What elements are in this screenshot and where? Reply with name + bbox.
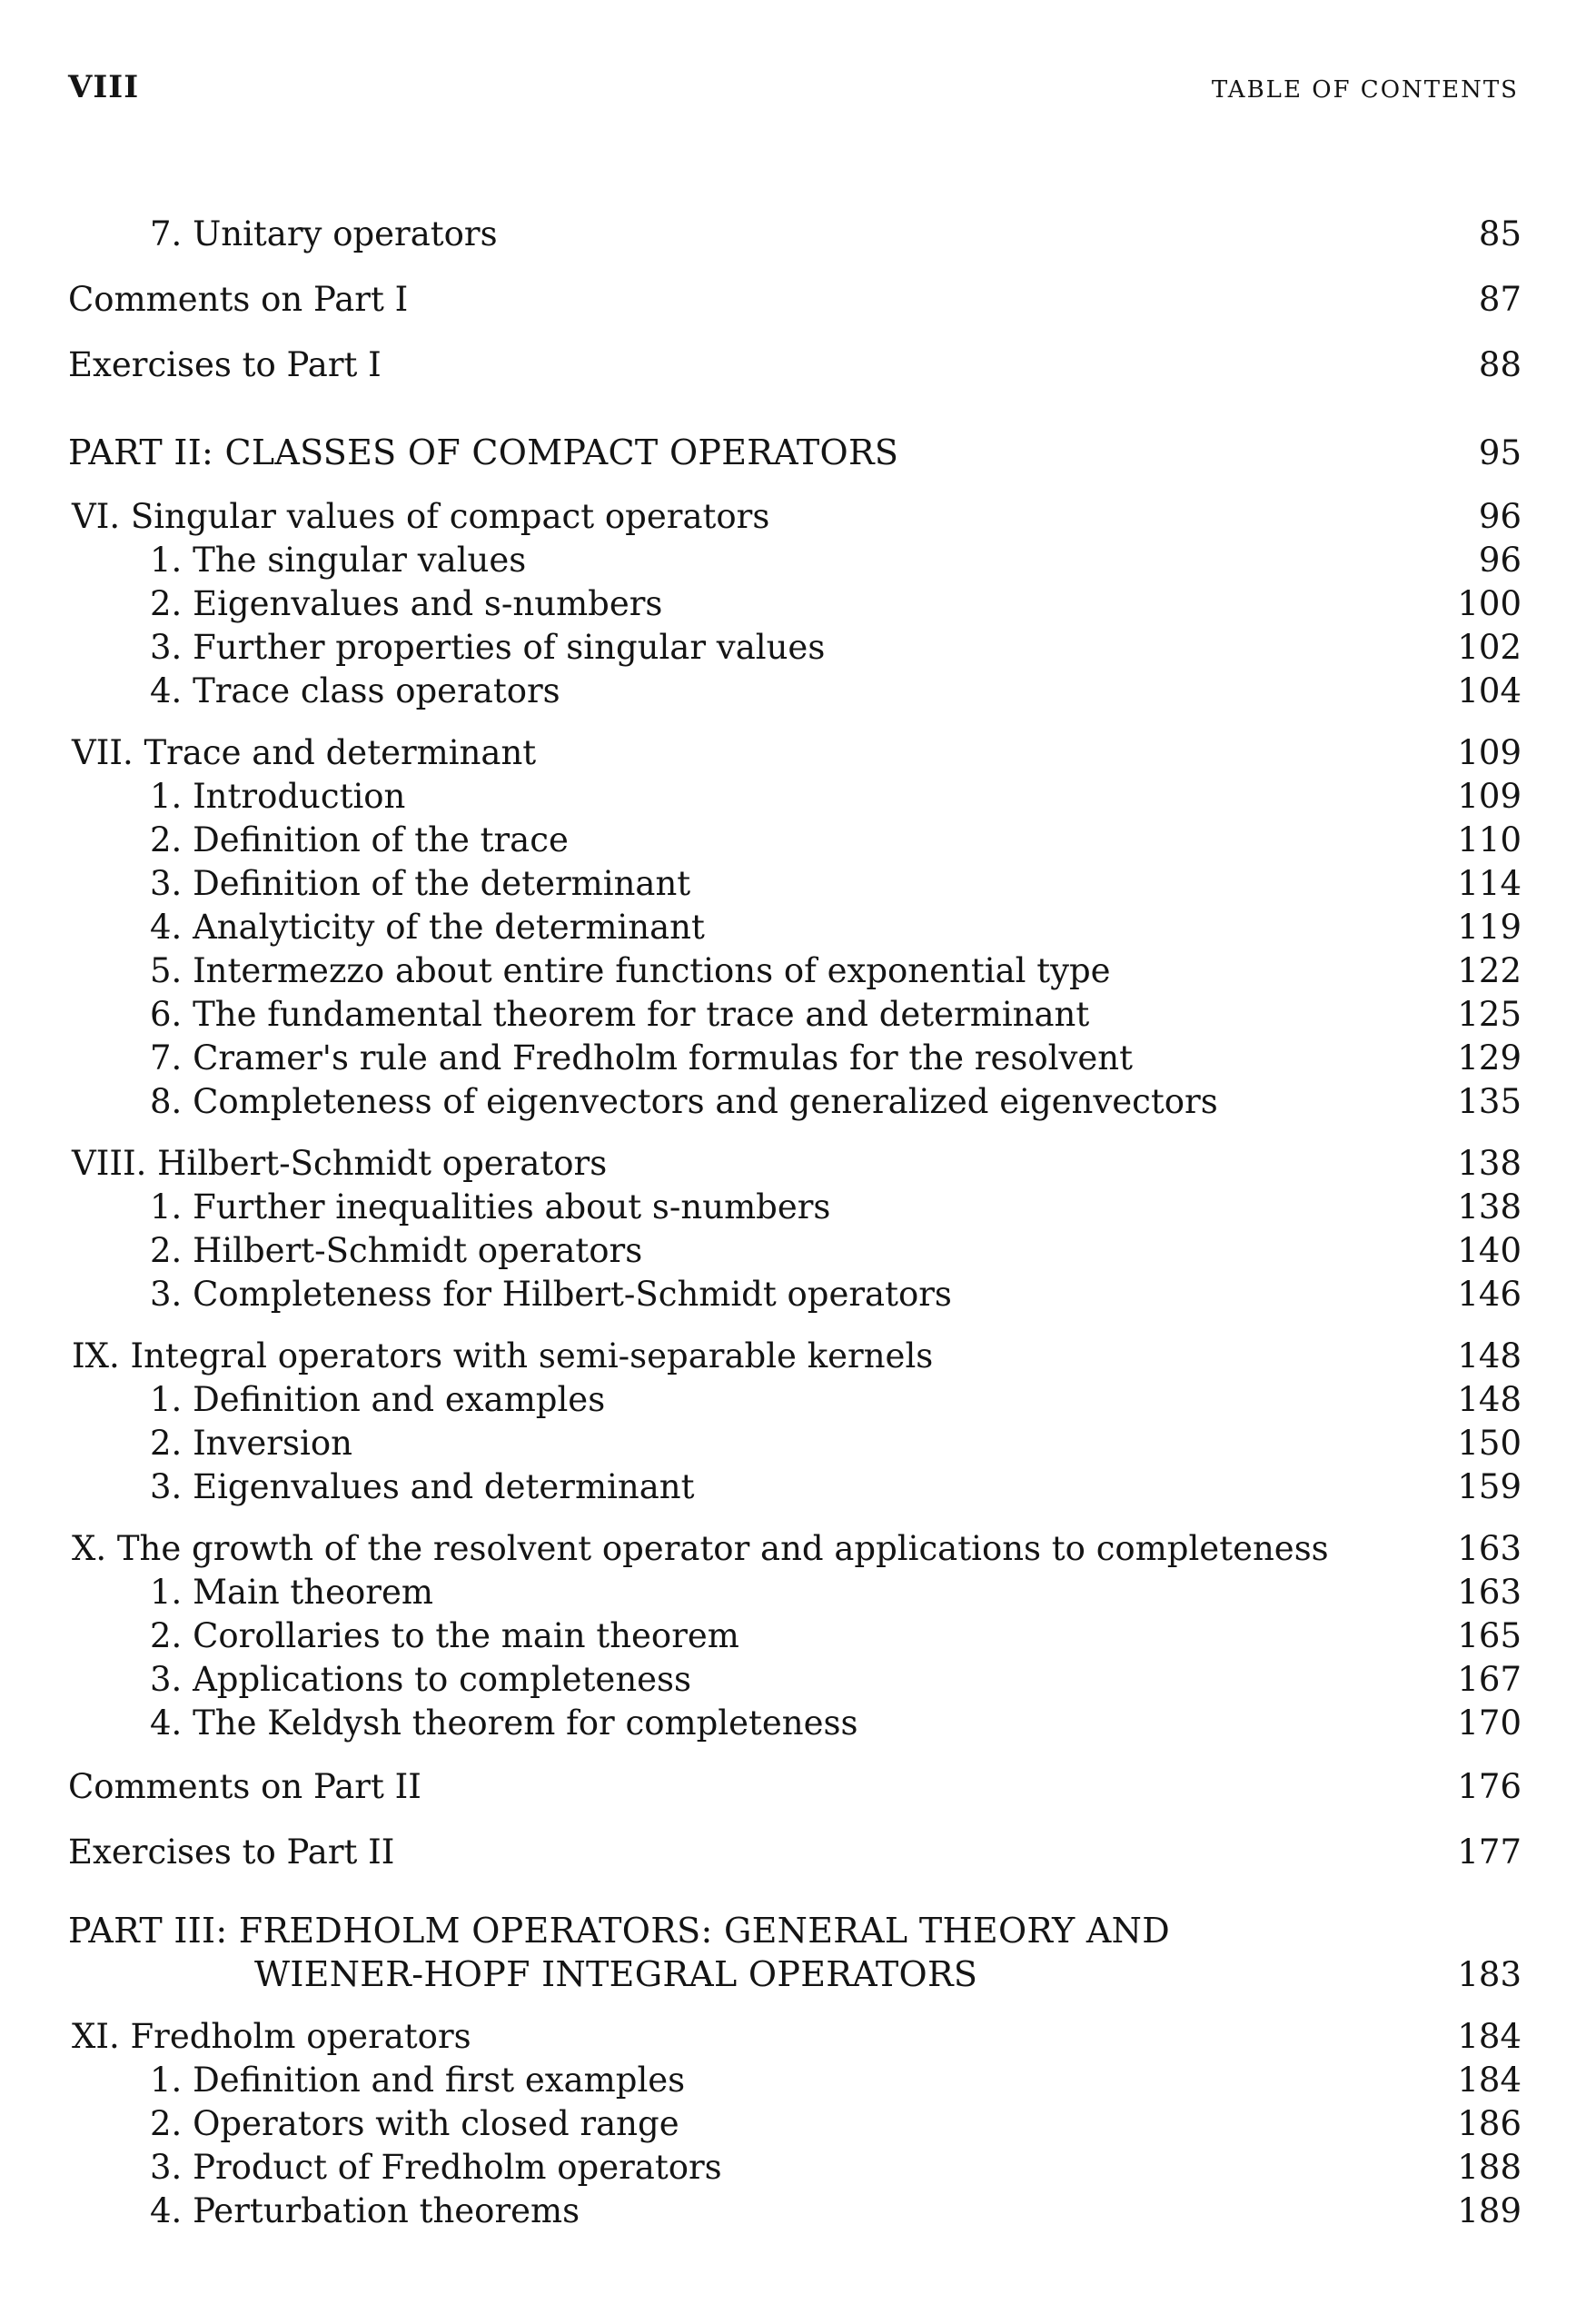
section-entry bbox=[68, 819, 1522, 862]
chapter-title: IX. Integral operators with semi-separable kernels bbox=[72, 1336, 934, 1376]
section-entry bbox=[68, 2059, 1522, 2102]
section-page: 129 bbox=[1457, 1038, 1522, 1078]
section-page: 122 bbox=[1457, 951, 1522, 990]
chapter-page: 163 bbox=[1457, 1529, 1522, 1568]
part-title-line1: PART III: FREDHOLM OPERATORS: GENERAL THEORY AND bbox=[68, 1911, 1170, 1951]
section-page: 125 bbox=[1457, 995, 1522, 1034]
toc-entry bbox=[68, 1829, 1522, 1876]
section-entry bbox=[68, 862, 1522, 906]
toc-entry-page: 177 bbox=[1457, 1832, 1522, 1872]
section-title: 8. Completeness of eigenvectors and generalized eigenvectors bbox=[150, 1082, 1218, 1121]
toc-entry bbox=[68, 276, 1522, 323]
section-title: 3. Further properties of singular values bbox=[150, 628, 826, 667]
section-page: 138 bbox=[1457, 1187, 1522, 1227]
section-entry bbox=[68, 626, 1522, 670]
section-title: 4. Trace class operators bbox=[150, 671, 560, 710]
section-title: 2. Definition of the trace bbox=[150, 820, 569, 859]
chapter-title: XI. Fredholm operators bbox=[72, 2017, 471, 2056]
section-page: 170 bbox=[1457, 1703, 1522, 1743]
section-title: 3. Definition of the determinant bbox=[150, 864, 691, 903]
chapter-page: 184 bbox=[1457, 2017, 1522, 2056]
toc-entry bbox=[68, 342, 1522, 389]
part-heading bbox=[68, 1909, 1522, 1997]
section-title: 2. Hilbert-Schmidt operators bbox=[150, 1231, 643, 1270]
section-page: 119 bbox=[1457, 908, 1522, 947]
section-page: 110 bbox=[1457, 820, 1522, 859]
section-entry bbox=[68, 1273, 1522, 1316]
chapter-title: VIII. Hilbert-Schmidt operators bbox=[72, 1144, 608, 1183]
part-page: 95 bbox=[1478, 433, 1522, 472]
chapter-entry bbox=[68, 1335, 1522, 1378]
section-entry bbox=[68, 1037, 1522, 1080]
toc-entry-title: 7. Unitary operators bbox=[150, 214, 498, 253]
section-entry bbox=[68, 1571, 1522, 1614]
section-title: 4. Analyticity of the determinant bbox=[150, 908, 705, 947]
section-page: 167 bbox=[1457, 1660, 1522, 1699]
toc-entry-title: Exercises to Part II bbox=[68, 1832, 395, 1872]
section-page: 114 bbox=[1457, 864, 1522, 903]
section-title: 2. Eigenvalues and s-numbers bbox=[150, 584, 663, 623]
section-page: 146 bbox=[1457, 1275, 1522, 1314]
toc-entry bbox=[68, 1763, 1522, 1811]
page-number: VIII bbox=[68, 69, 140, 105]
running-title: TABLE OF CONTENTS bbox=[1211, 76, 1519, 104]
section-entry bbox=[68, 1229, 1522, 1273]
section-entry bbox=[68, 2190, 1522, 2233]
section-title: 1. The singular values bbox=[150, 541, 527, 580]
section-title: 1. Definition and examples bbox=[150, 1380, 606, 1419]
toc-entry-title: Comments on Part II bbox=[68, 1767, 421, 1806]
chapter-title: X. The growth of the resolvent operator and applications to completeness bbox=[72, 1529, 1329, 1568]
toc-entry-page: 87 bbox=[1478, 280, 1522, 319]
section-page: 165 bbox=[1457, 1616, 1522, 1655]
section-entry bbox=[68, 949, 1522, 993]
toc-entry-page: 88 bbox=[1478, 345, 1522, 384]
section-entry bbox=[68, 1186, 1522, 1229]
section-title: 3. Product of Fredholm operators bbox=[150, 2148, 722, 2187]
chapter-entry bbox=[68, 495, 1522, 539]
section-entry bbox=[68, 582, 1522, 626]
section-entry bbox=[68, 1465, 1522, 1509]
section-title: 5. Intermezzo about entire functions of exponential type bbox=[150, 951, 1111, 990]
section-entry bbox=[68, 670, 1522, 713]
section-entry bbox=[68, 2146, 1522, 2190]
chapter-entry bbox=[68, 1142, 1522, 1186]
section-entry bbox=[68, 775, 1522, 819]
section-page: 163 bbox=[1457, 1573, 1522, 1612]
section-entry bbox=[68, 1658, 1522, 1702]
section-title: 1. Introduction bbox=[150, 777, 406, 816]
section-page: 109 bbox=[1457, 777, 1522, 816]
section-page: 100 bbox=[1457, 584, 1522, 623]
section-page: 102 bbox=[1457, 628, 1522, 667]
section-entry bbox=[68, 2102, 1522, 2146]
toc-entry bbox=[68, 211, 1522, 258]
section-page: 184 bbox=[1457, 2061, 1522, 2100]
part-title-line2: WIENER-HOPF INTEGRAL OPERATORS bbox=[254, 1954, 978, 1994]
chapter-page: 148 bbox=[1457, 1336, 1522, 1376]
section-page: 189 bbox=[1457, 2191, 1522, 2230]
section-title: 3. Eigenvalues and determinant bbox=[150, 1467, 695, 1506]
table-of-contents bbox=[68, 211, 1522, 2233]
section-entry bbox=[68, 1080, 1522, 1124]
section-entry bbox=[68, 1614, 1522, 1658]
chapter-title: VI. Singular values of compact operators bbox=[72, 497, 770, 536]
section-title: 2. Operators with closed range bbox=[150, 2104, 679, 2143]
section-title: 1. Definition and first examples bbox=[150, 2061, 686, 2100]
section-page: 135 bbox=[1457, 1082, 1522, 1121]
toc-entry-title: Comments on Part I bbox=[68, 280, 409, 319]
chapter-title: VII. Trace and determinant bbox=[72, 733, 537, 772]
section-page: 104 bbox=[1457, 671, 1522, 710]
section-title: 2. Corollaries to the main theorem bbox=[150, 1616, 739, 1655]
chapter-entry bbox=[68, 2015, 1522, 2059]
toc-entry-page: 176 bbox=[1457, 1767, 1522, 1806]
chapter-entry bbox=[68, 731, 1522, 775]
part-title: PART II: CLASSES OF COMPACT OPERATORS bbox=[68, 432, 899, 472]
section-title: 7. Cramer's rule and Fredholm formulas for the resolvent bbox=[150, 1038, 1133, 1078]
section-title: 1. Further inequalities about s-numbers bbox=[150, 1187, 831, 1227]
section-title: 2. Inversion bbox=[150, 1424, 352, 1463]
chapter-entry bbox=[68, 1527, 1522, 1571]
section-entry bbox=[68, 993, 1522, 1037]
section-entry bbox=[68, 1702, 1522, 1745]
section-page: 140 bbox=[1457, 1231, 1522, 1270]
section-title: 1. Main theorem bbox=[150, 1573, 433, 1612]
section-title: 4. The Keldysh theorem for completeness bbox=[150, 1703, 858, 1743]
chapter-page: 138 bbox=[1457, 1144, 1522, 1183]
toc-entry-title: Exercises to Part I bbox=[68, 345, 382, 384]
chapter-page: 96 bbox=[1478, 497, 1522, 536]
part-page: 183 bbox=[1457, 1955, 1522, 1994]
section-title: 3. Completeness for Hilbert-Schmidt operators bbox=[150, 1275, 952, 1314]
section-entry bbox=[68, 906, 1522, 949]
section-page: 159 bbox=[1457, 1467, 1522, 1506]
section-title: 3. Applications to completeness bbox=[150, 1660, 692, 1699]
section-entry bbox=[68, 1378, 1522, 1422]
section-page: 148 bbox=[1457, 1380, 1522, 1419]
toc-entry-page: 85 bbox=[1478, 214, 1522, 253]
section-entry bbox=[68, 539, 1522, 582]
part-heading bbox=[68, 429, 1522, 477]
section-title: 4. Perturbation theorems bbox=[150, 2191, 580, 2230]
section-title: 6. The fundamental theorem for trace and determinant bbox=[150, 995, 1090, 1034]
section-page: 96 bbox=[1478, 541, 1522, 580]
section-page: 150 bbox=[1457, 1424, 1522, 1463]
section-page: 188 bbox=[1457, 2148, 1522, 2187]
chapter-page: 109 bbox=[1457, 733, 1522, 772]
section-entry bbox=[68, 1422, 1522, 1465]
section-page: 186 bbox=[1457, 2104, 1522, 2143]
